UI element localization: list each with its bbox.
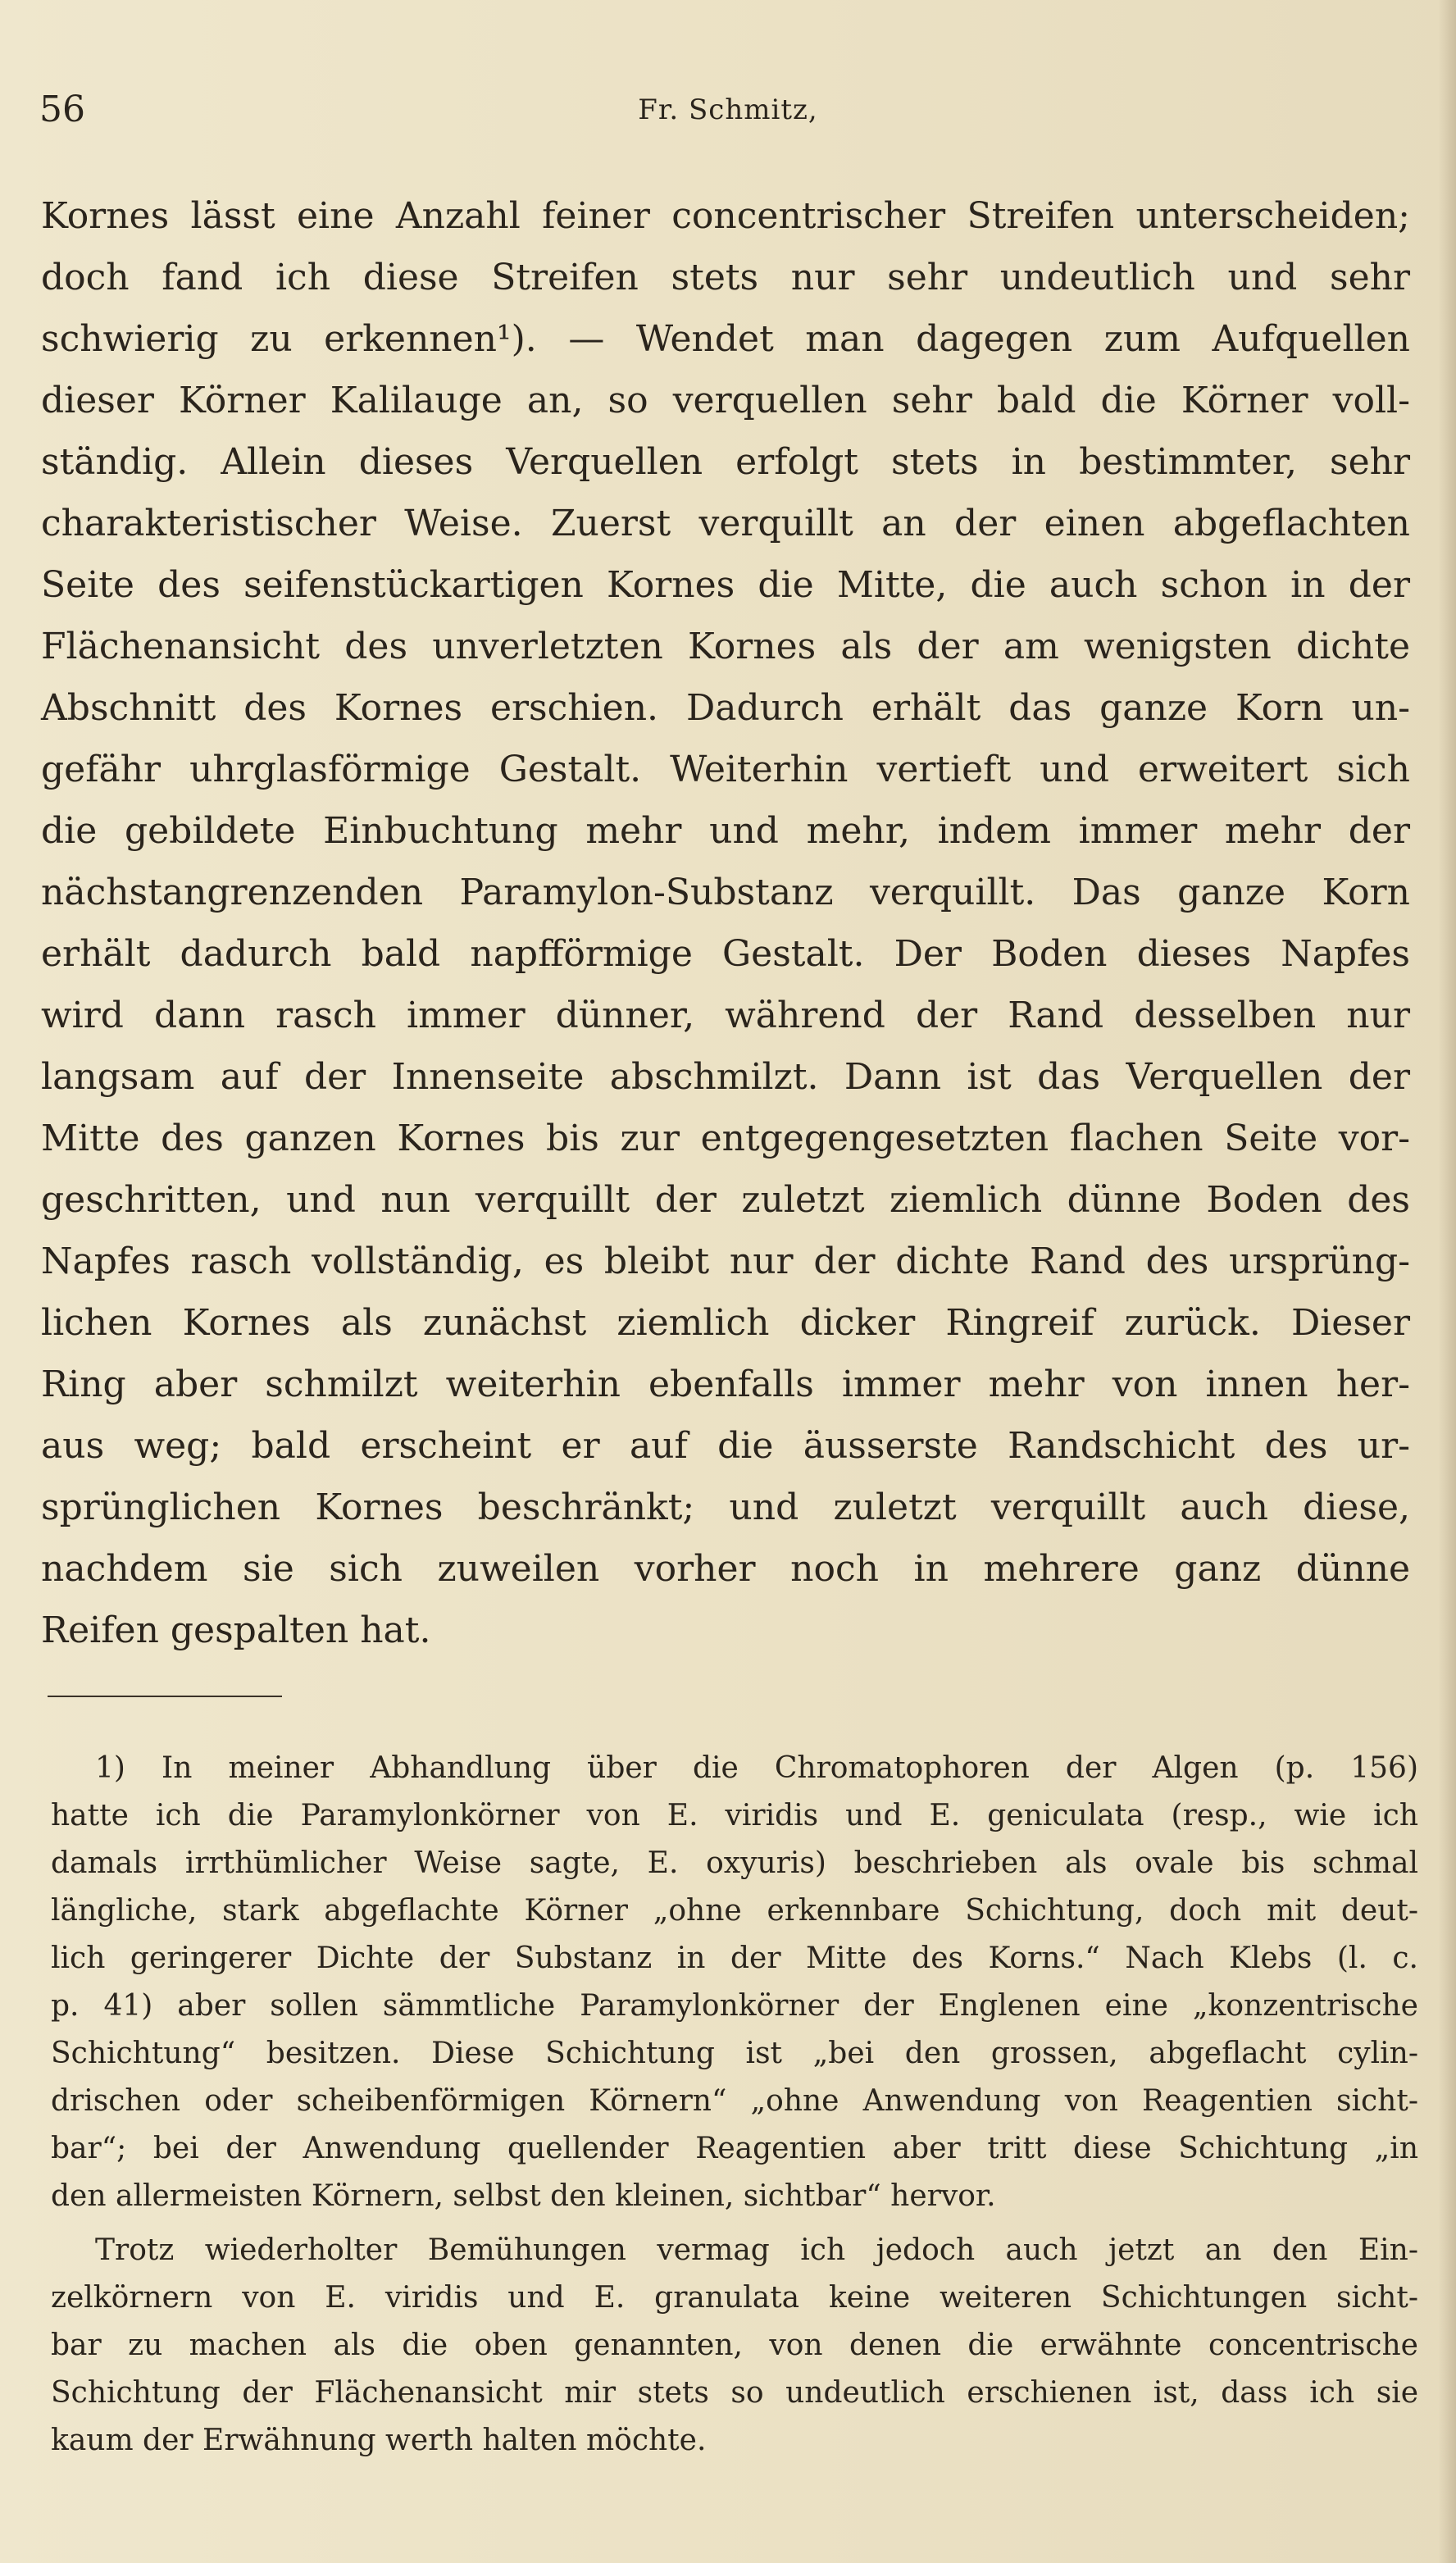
page-header — [39, 89, 1417, 134]
body-line: Flächenansicht des unverletzten Kornes als der am wenigsten dichte — [41, 626, 1410, 667]
body-line: nachdem sie sich zuweilen vorher noch in mehrere ganz dünne — [41, 1548, 1410, 1590]
footnotes — [51, 1745, 1418, 2465]
body-line: Mitte des ganzen Kornes bis zur entgegengesetzten flachen Seite vor- — [41, 1118, 1410, 1159]
body-line: geschritten, und nun verquillt der zuletzt ziemlich dünne Boden des — [41, 1179, 1410, 1221]
body-line: wird dann rasch immer dünner, während der Rand desselben nur — [41, 995, 1410, 1036]
footnote-line: lich geringerer Dichte der Substanz in der Mitte des Korns.“ Nach Klebs (l. c. — [51, 1942, 1418, 1975]
footnote-line: längliche, stark abgeflachte Körner „ohne erkennbare Schichtung, doch mit deut- — [51, 1894, 1418, 1928]
body-line: erhält dadurch bald napfförmige Gestalt. Der Boden dieses Napfes — [41, 933, 1410, 975]
footnote-line: bar zu machen als die oben genannten, von denen die erwähnte concentrische — [51, 2329, 1418, 2362]
footnote-line: hatte ich die Paramylonkörner von E. viridis und E. geniculata (resp., wie ich — [51, 1799, 1418, 1832]
footnote-line: Schichtung der Flächenansicht mir stets so undeutlich erschienen ist, dass ich sie — [51, 2376, 1418, 2410]
page-number: 56 — [39, 89, 85, 130]
body-line: Napfes rasch vollständig, es bleibt nur der dichte Rand des ursprüng- — [41, 1241, 1410, 1282]
body-line: Kornes lässt eine Anzahl feiner concentrischer Streifen unterscheiden; — [41, 195, 1410, 237]
body-line: schwierig zu erkennen¹). — Wendet man dagegen zum Aufquellen — [41, 318, 1410, 360]
body-line: Abschnitt des Kornes erschien. Dadurch erhält das ganze Korn un- — [41, 687, 1410, 729]
footnote-line: 1) In meiner Abhandlung über die Chromatophoren der Algen (p. 156) — [95, 1751, 1418, 1785]
body-line: langsam auf der Innenseite abschmilzt. Dann ist das Verquellen der — [41, 1056, 1410, 1098]
body-line: lichen Kornes als zunächst ziemlich dicker Ringreif zurück. Dieser — [41, 1302, 1410, 1344]
body-line: aus weg; bald erscheint er auf die äusserste Randschicht des ur- — [41, 1425, 1410, 1467]
body-line: dieser Körner Kalilauge an, so verquellen sehr bald die Körner voll- — [41, 380, 1410, 421]
body-line: Seite des seifenstückartigen Kornes die Mitte, die auch schon in der — [41, 564, 1410, 606]
body-line: gefähr uhrglasförmige Gestalt. Weiterhin vertieft und erweitert sich — [41, 749, 1410, 790]
body-text — [41, 185, 1410, 1661]
body-line: doch fand ich diese Streifen stets nur sehr undeutlich und sehr — [41, 257, 1410, 298]
body-line: Reifen gespalten hat. — [41, 1609, 431, 1651]
footnote-line: bar“; bei der Anwendung quellender Reagentien aber tritt diese Schichtung „in — [51, 2132, 1418, 2165]
footnote-line: Schichtung“ besitzen. Diese Schichtung ist „bei den grossen, abgeflacht cylin- — [51, 2037, 1418, 2070]
body-line: sprünglichen Kornes beschränkt; und zuletzt verquillt auch diese, — [41, 1486, 1410, 1528]
footnote-line: den allermeisten Körnern, selbst den kleinen, sichtbar“ hervor. — [51, 2179, 996, 2213]
footnote-line: p. 41) aber sollen sämmtliche Paramylonkörner der Englenen eine „konzentrische — [51, 1989, 1418, 2023]
body-line: die gebildete Einbuchtung mehr und mehr, indem immer mehr der — [41, 810, 1410, 852]
footnote-line: drischen oder scheibenförmigen Körnern“ „ohne Anwendung von Reagentien sicht- — [51, 2084, 1418, 2118]
body-line: nächstangrenzenden Paramylon-Substanz verquillt. Das ganze Korn — [41, 872, 1410, 913]
body-line: charakteristischer Weise. Zuerst verquillt an der einen abgeflachten — [41, 503, 1410, 544]
footnote-line: zelkörnern von E. viridis und E. granulata keine weiteren Schichtungen sicht- — [51, 2281, 1418, 2315]
body-line: ständig. Allein dieses Verquellen erfolgt stets in bestimmter, sehr — [41, 441, 1410, 483]
footnote-line: kaum der Erwähnung werth halten möchte. — [51, 2424, 707, 2457]
footnote-line: Trotz wiederholter Bemühungen vermag ich jedoch auch jetzt an den Ein- — [95, 2233, 1418, 2267]
running-head: Fr. Schmitz, — [638, 93, 818, 126]
body-line: Ring aber schmilzt weiterhin ebenfalls immer mehr von innen her- — [41, 1363, 1410, 1405]
footnote-divider — [48, 1696, 282, 1697]
footnote-line: damals irrthümlicher Weise sagte, E. oxyuris) beschrieben als ovale bis schmal — [51, 1846, 1418, 1880]
